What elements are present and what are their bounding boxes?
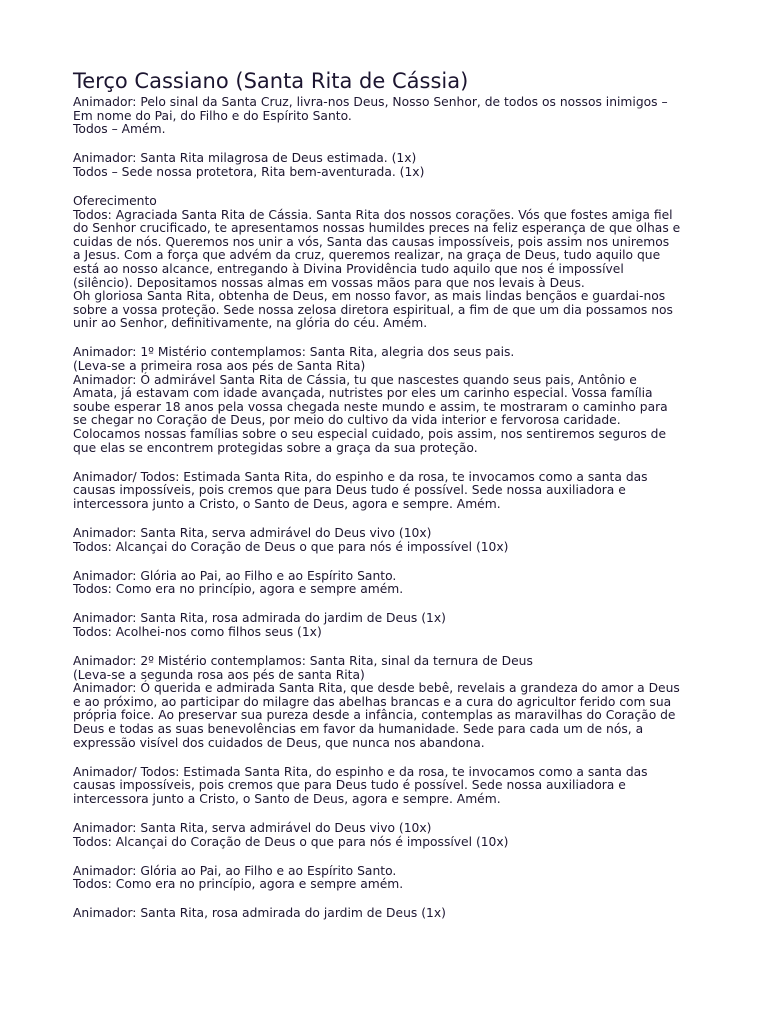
paragraph-offering: Oferecimento Todos: Agraciada Santa Rita de Cássia. Santa Rita dos nossos corações. Vós que fostes amiga fiel do Senhor crucificado, te apresentamos nossas humildes preces na feliz esperança de que olhas e cuidas de nós. Queremos nos unir a vós, Santa das causas impossíveis, pois assim nos uniremos a Jesus. Com a força que advém da cruz, queremos realizar, na graça de Deus, tudo aquilo que está ao nosso alcance, entregando à Divina Providência tudo aquilo que nos é impossível (silêncio). Depositamos nossas almas em vossas mãos para que nos levais à Deus. Oh gloriosa Santa Rita, obtenha de Deus, em nosso favor, as mais lindas bençãos e guardai-nos sobre a vossa proteção. Sede nossa zelosa diretora espiritual, a fim de que um dia possamos nos unir ao Senhor, definitivamente, na glória do céu. Amém. [73,193,681,331]
paragraph-first-mystery: Animador: 1º Mistério contemplamos: Santa Rita, alegria dos seus pais. (Leva-se a primeira rosa aos pés de Santa Rita) Animador: Ó admirável Santa Rita de Cássia, tu que nascestes quando seus pais, Antônio e Amata, já estavam com idade avançada, nutristes por eles um carinho especial. Vossa família soube esperar 18 anos pela vossa chegada neste mundo e assim, te mostraram o caminho para se chegar no Coração de Deus, por meio do cultivo da vida interior e fervorosa caridade. Colocamos nossas famílias sobre o seu especial cuidado, pois assim, nos sentiremos seguros de que elas se encontrem protegidas sobre a graça da sua proteção. [73,345,668,455]
paragraph-prayer: Animador/ Todos: Estimada Santa Rita, do espinho e da rosa, te invocamos como a santa das causas impossíveis, pois cremos que para Deus tudo é possível. Sede nossa auxiliadora e intercessora junto a Cristo, o Santo de Deus, agora e sempre. Amém. [73,469,648,511]
paragraph-repetition: Animador: Santa Rita, serva admirável do Deus vivo (10x) Todos: Alcançai do Coração de Deus o que para nós é impossível (10x) [73,820,509,849]
document-body [73,96,713,921]
document-title: Terço Cassiano (Santa Rita de Cássia) [73,69,469,93]
paragraph-gloria: Animador: Glória ao Pai, ao Filho e ao Espírito Santo. Todos: Como era no princípio, agora e sempre amém. [73,568,404,597]
paragraph-invocation: Animador: Santa Rita milagrosa de Deus estimada. (1x) Todos – Sede nossa protetora, Rita bem-aventurada. (1x) [73,151,425,179]
paragraph-second-mystery: Animador: 2º Mistério contemplamos: Santa Rita, sinal da ternura de Deus (Leva-se a segunda rosa aos pés de santa Rita) Animador: Ó querida e admirada Santa Rita, que desde bebê, revelais a grandeza do amor a Deus e ao próximo, ao participar do milagre das abelhas brancas e a cura do agricultor ferido com sua própria foice. Ao preservar sua pureza desde a infância, contemplas as maravilhas do Coração de Deus e todas as suas benevolências em favor da humanidade. Sede para cada um de nós, a expressão visível dos cuidados de Deus, que nunca nos abandona. [73,654,680,750]
paragraph-gloria: Animador: Glória ao Pai, ao Filho e ao Espírito Santo. Todos: Como era no princípio, agora e sempre amém. [73,863,404,892]
paragraph-opening-sign: Animador: Pelo sinal da Santa Cruz, livra-nos Deus, Nosso Senhor, de todos os nossos inimigos – Em nome do Pai, do Filho e do Espírito Santo. Todos – Amém. [73,95,668,137]
paragraph-rose: Animador: Santa Rita, rosa admirada do jardim de Deus (1x) [73,906,446,921]
document-page [73,66,713,936]
paragraph-repetition: Animador: Santa Rita, serva admirável do Deus vivo (10x) Todos: Alcançai do Coração de Deus o que para nós é impossível (10x) [73,525,509,554]
paragraph-prayer: Animador/ Todos: Estimada Santa Rita, do espinho e da rosa, te invocamos como a santa das causas impossíveis, pois cremos que para Deus tudo é possível. Sede nossa auxiliadora e intercessora junto a Cristo, o Santo de Deus, agora e sempre. Amém. [73,764,648,806]
paragraph-rose: Animador: Santa Rita, rosa admirada do jardim de Deus (1x) Todos: Acolhei-nos como filhos seus (1x) [73,611,446,639]
